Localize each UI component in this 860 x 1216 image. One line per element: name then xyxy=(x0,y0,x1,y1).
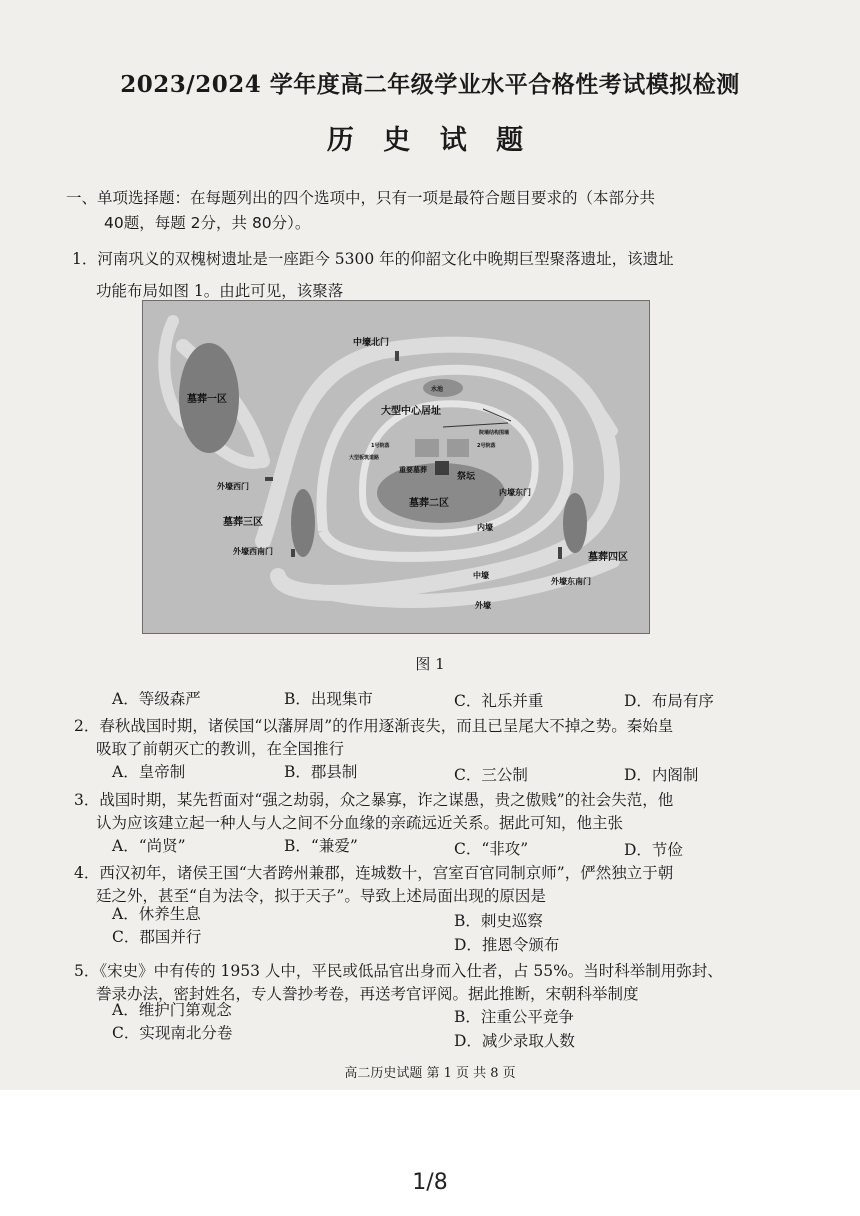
q3-stem-line2: 认为应该建立起一种人与人之间不分血缘的亲疏远近关系。据此可知，他主张 xyxy=(96,814,624,832)
map-label-cemetery1: 墓葬一区 xyxy=(187,394,227,405)
map-label-inner-east-gate: 内壕东门 xyxy=(499,488,531,497)
exam-title: 2023/2024 学年度高二年级学业水平合格性考试模拟检测 xyxy=(120,71,740,98)
map-label-central-residence: 大型中心居址 xyxy=(381,406,441,417)
map-label-north-gate: 中壕北门 xyxy=(353,338,390,348)
q3-option-d[interactable]: D．节俭 xyxy=(624,841,683,859)
figure-caption: 图 1 xyxy=(415,655,445,673)
q1-option-a[interactable]: A．等级森严 xyxy=(112,690,201,708)
page-indicator: 1/8 xyxy=(412,1170,448,1195)
q4-option-d[interactable]: D．推恩令颁布 xyxy=(454,936,560,954)
q4-option-a[interactable]: A．休养生息 xyxy=(112,905,201,923)
q5-option-b[interactable]: B．注重公平竞争 xyxy=(454,1008,574,1026)
q4-stem-line1: 4．西汉初年，诸侯王国“大者跨州兼郡，连城数十，宫室百官同制京师”，俨然独立于朝 xyxy=(74,864,674,882)
q1-stem-line2: 功能布局如图 1。由此可见，该聚落 xyxy=(96,282,344,300)
q1-option-c[interactable]: C．礼乐并重 xyxy=(454,692,544,710)
map-label-cemetery3: 墓葬三区 xyxy=(223,517,263,528)
map-label-altar: 祭坛 xyxy=(457,472,476,482)
q5-option-a[interactable]: A．维护门第观念 xyxy=(112,1001,232,1019)
q1-stem-line1: 1．河南巩义的双槐树遗址是一座距今 5300 年的仰韶文化中晚期巨型聚落遗址，该遗址 xyxy=(72,250,674,268)
map-label-important-tomb: 重要墓葬 xyxy=(399,466,427,474)
map-label-road: 大型板筑道路 xyxy=(349,455,380,461)
q3-stem-line1: 3．战国时期，某先哲面对“强之劫弱，众之暴寡，诈之谋愚，贵之傲贱”的社会失范，他 xyxy=(74,791,674,809)
q4-option-b[interactable]: B．刺史巡察 xyxy=(454,912,543,930)
page-footer: 高二历史试题 第 1 页 共 8 页 xyxy=(344,1066,516,1081)
map-label-enclosure-wall: 院墙结构围墙 xyxy=(479,430,510,436)
q3-option-a[interactable]: A．“尚贤” xyxy=(112,837,186,855)
q2-option-d[interactable]: D．内阁制 xyxy=(624,766,699,784)
q2-option-a[interactable]: A．皇帝制 xyxy=(112,763,186,781)
q2-option-c[interactable]: C．三公制 xyxy=(454,766,528,784)
map-label-cemetery2: 墓葬二区 xyxy=(409,498,449,509)
map-label-water-pool: 水池 xyxy=(431,386,444,393)
map-label-middle-moat: 中壕 xyxy=(473,571,489,580)
map-label-outer-southwest-gate: 外壕西南门 xyxy=(233,547,273,556)
q5-option-d[interactable]: D．减少录取人数 xyxy=(454,1032,575,1050)
subject-title: 历 史 试 题 xyxy=(326,125,534,156)
map-label-site2: 2号院落 xyxy=(477,443,496,449)
q2-option-b[interactable]: B．郡县制 xyxy=(284,763,358,781)
section-heading-line2: 40题，每题 2分，共 80分）。 xyxy=(104,214,311,232)
q5-stem-line2: 誊录办法，密封姓名，专人誊抄考卷，再送考官评阅。据此推断，宋朝科举制度 xyxy=(96,985,639,1003)
q4-stem-line2: 廷之外，甚至“自为法令，拟于天子”。导致上述局面出现的原因是 xyxy=(96,887,546,905)
q1-option-d[interactable]: D．布局有序 xyxy=(624,692,714,710)
map-label-outer-west-gate: 外壕西门 xyxy=(217,482,249,491)
q5-stem-line1: 5．《宋史》中有传的 1953 人中，平民或低品官出身而入仕者，占 55%。当时科举制用弥封、 xyxy=(74,962,723,980)
q4-option-c[interactable]: C．郡国并行 xyxy=(112,928,202,946)
q1-option-b[interactable]: B．出现集市 xyxy=(284,690,373,708)
figure-1-site-map xyxy=(142,300,650,634)
q2-stem-line1: 2．春秋战国时期，诸侯国“以藩屏周”的作用逐渐丧失，而且已呈尾大不掉之势。秦始皇 xyxy=(74,717,674,735)
map-label-outer-southeast-gate: 外壕东南门 xyxy=(551,577,591,586)
section-heading-line1: 一、单项选择题：在每题列出的四个选项中，只有一项是最符合题目要求的（本部分共 xyxy=(66,189,656,207)
q5-option-c[interactable]: C．实现南北分卷 xyxy=(112,1024,233,1042)
map-label-site1: 1号院落 xyxy=(371,443,390,449)
q3-option-b[interactable]: B．“兼爱” xyxy=(284,837,358,855)
map-label-inner-moat: 内壕 xyxy=(477,523,493,532)
q2-stem-line2: 吸取了前朝灭亡的教训，在全国推行 xyxy=(96,740,345,758)
map-label-outer-moat: 外壕 xyxy=(475,601,491,610)
map-label-cemetery4: 墓葬四区 xyxy=(588,552,628,563)
q3-option-c[interactable]: C．“非攻” xyxy=(454,840,529,858)
